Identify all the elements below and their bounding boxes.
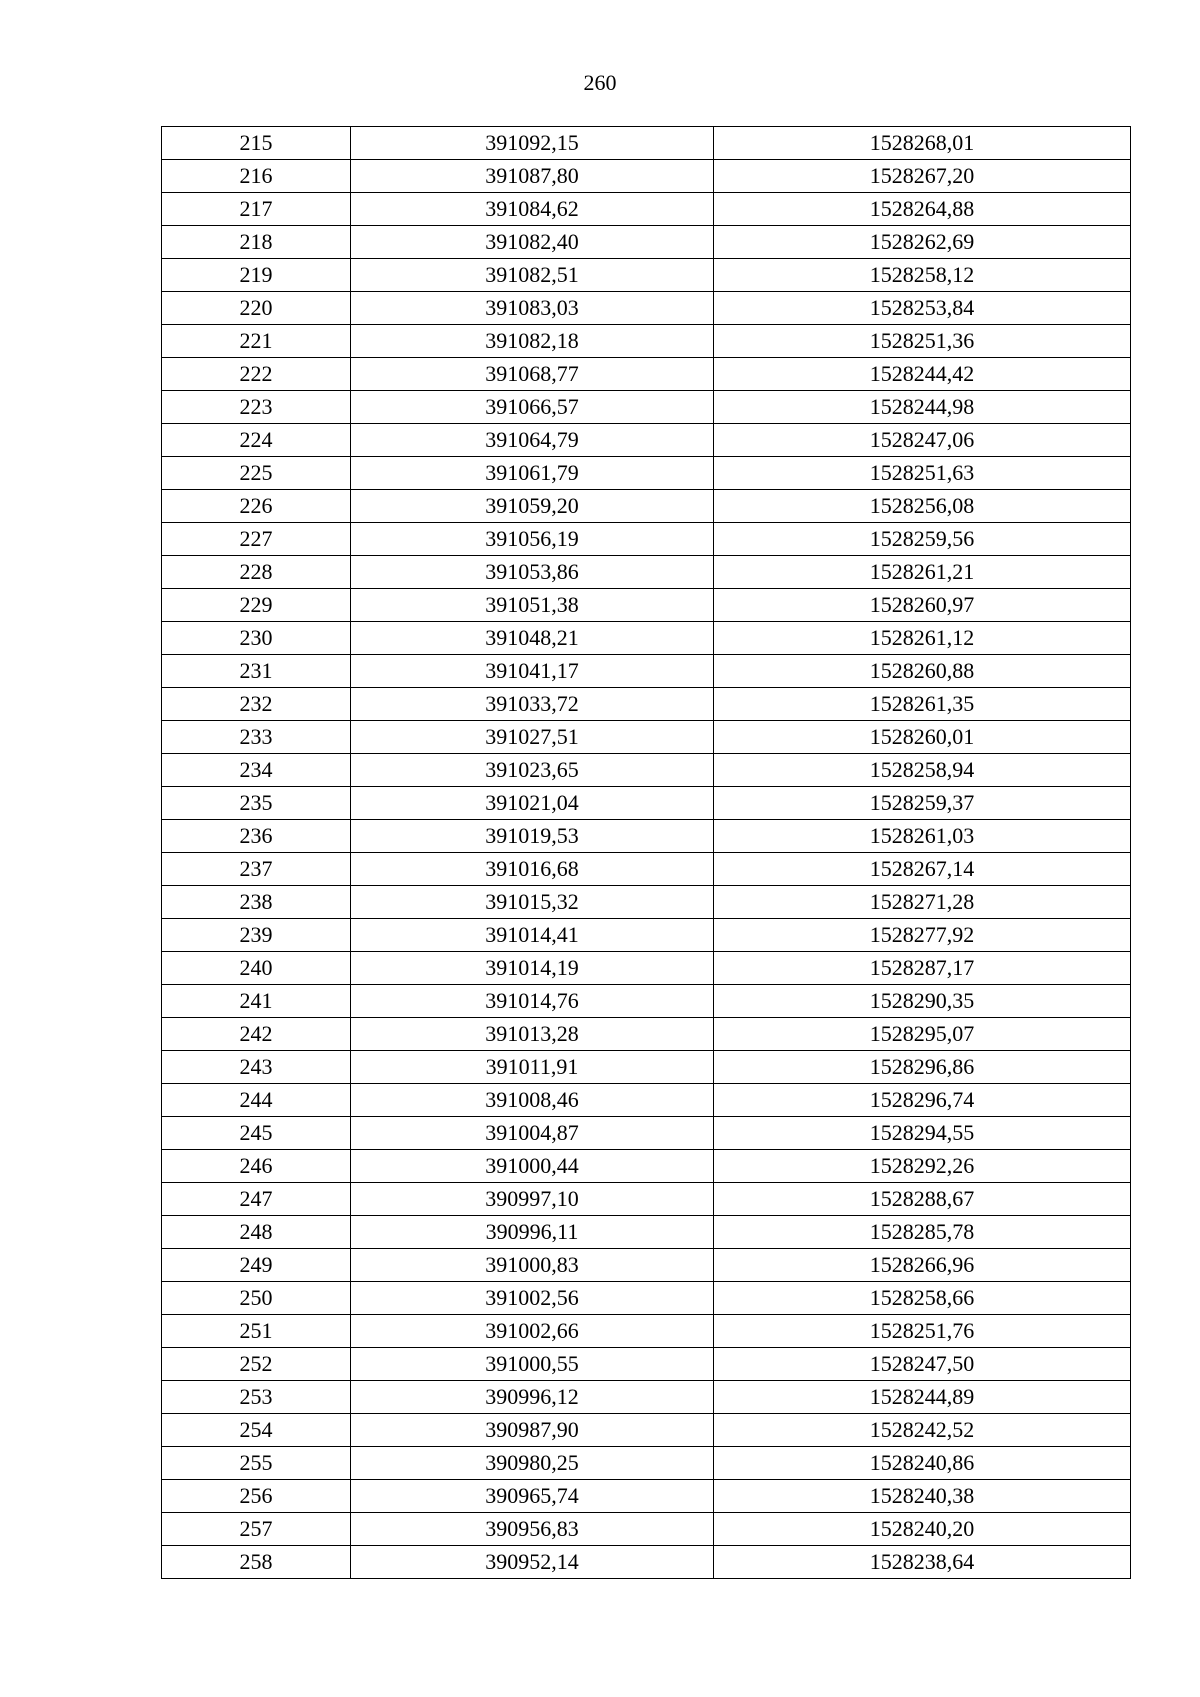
x-coordinate-cell: 391084,62 bbox=[351, 193, 714, 226]
table-row bbox=[162, 985, 1131, 1018]
x-coordinate-cell: 391033,72 bbox=[351, 688, 714, 721]
table-row bbox=[162, 1348, 1131, 1381]
y-coordinate-cell: 1528258,66 bbox=[714, 1282, 1131, 1315]
y-coordinate-cell: 1528292,26 bbox=[714, 1150, 1131, 1183]
point-number-cell: 228 bbox=[162, 556, 351, 589]
point-number-cell: 226 bbox=[162, 490, 351, 523]
x-coordinate-cell: 391051,38 bbox=[351, 589, 714, 622]
x-coordinate-cell: 390996,11 bbox=[351, 1216, 714, 1249]
table-row bbox=[162, 160, 1131, 193]
y-coordinate-cell: 1528251,36 bbox=[714, 325, 1131, 358]
table-row bbox=[162, 886, 1131, 919]
y-coordinate-cell: 1528261,35 bbox=[714, 688, 1131, 721]
point-number-cell: 244 bbox=[162, 1084, 351, 1117]
table-row bbox=[162, 457, 1131, 490]
table-row bbox=[162, 1018, 1131, 1051]
point-number-cell: 258 bbox=[162, 1546, 351, 1579]
page-number: 260 bbox=[583, 70, 617, 95]
table-row bbox=[162, 127, 1131, 160]
y-coordinate-cell: 1528253,84 bbox=[714, 292, 1131, 325]
y-coordinate-cell: 1528242,52 bbox=[714, 1414, 1131, 1447]
coordinates-table bbox=[161, 126, 1131, 1579]
x-coordinate-cell: 390980,25 bbox=[351, 1447, 714, 1480]
table-row bbox=[162, 1513, 1131, 1546]
y-coordinate-cell: 1528259,56 bbox=[714, 523, 1131, 556]
table-row bbox=[162, 1381, 1131, 1414]
y-coordinate-cell: 1528288,67 bbox=[714, 1183, 1131, 1216]
point-number-cell: 250 bbox=[162, 1282, 351, 1315]
x-coordinate-cell: 391053,86 bbox=[351, 556, 714, 589]
x-coordinate-cell: 391014,76 bbox=[351, 985, 714, 1018]
y-coordinate-cell: 1528240,86 bbox=[714, 1447, 1131, 1480]
y-coordinate-cell: 1528267,20 bbox=[714, 160, 1131, 193]
x-coordinate-cell: 391000,55 bbox=[351, 1348, 714, 1381]
table-row bbox=[162, 1084, 1131, 1117]
point-number-cell: 248 bbox=[162, 1216, 351, 1249]
y-coordinate-cell: 1528262,69 bbox=[714, 226, 1131, 259]
y-coordinate-cell: 1528256,08 bbox=[714, 490, 1131, 523]
x-coordinate-cell: 391056,19 bbox=[351, 523, 714, 556]
table-row bbox=[162, 952, 1131, 985]
x-coordinate-cell: 391014,19 bbox=[351, 952, 714, 985]
x-coordinate-cell: 391015,32 bbox=[351, 886, 714, 919]
x-coordinate-cell: 391092,15 bbox=[351, 127, 714, 160]
table-row bbox=[162, 853, 1131, 886]
point-number-cell: 239 bbox=[162, 919, 351, 952]
table-row bbox=[162, 259, 1131, 292]
table-row bbox=[162, 358, 1131, 391]
point-number-cell: 247 bbox=[162, 1183, 351, 1216]
point-number-cell: 220 bbox=[162, 292, 351, 325]
y-coordinate-cell: 1528240,20 bbox=[714, 1513, 1131, 1546]
x-coordinate-cell: 391061,79 bbox=[351, 457, 714, 490]
y-coordinate-cell: 1528238,64 bbox=[714, 1546, 1131, 1579]
y-coordinate-cell: 1528240,38 bbox=[714, 1480, 1131, 1513]
point-number-cell: 222 bbox=[162, 358, 351, 391]
point-number-cell: 246 bbox=[162, 1150, 351, 1183]
x-coordinate-cell: 391019,53 bbox=[351, 820, 714, 853]
y-coordinate-cell: 1528251,63 bbox=[714, 457, 1131, 490]
x-coordinate-cell: 390952,14 bbox=[351, 1546, 714, 1579]
y-coordinate-cell: 1528287,17 bbox=[714, 952, 1131, 985]
point-number-cell: 240 bbox=[162, 952, 351, 985]
x-coordinate-cell: 391068,77 bbox=[351, 358, 714, 391]
table-row bbox=[162, 1150, 1131, 1183]
table-row bbox=[162, 193, 1131, 226]
point-number-cell: 249 bbox=[162, 1249, 351, 1282]
x-coordinate-cell: 391002,66 bbox=[351, 1315, 714, 1348]
x-coordinate-cell: 391004,87 bbox=[351, 1117, 714, 1150]
point-number-cell: 252 bbox=[162, 1348, 351, 1381]
table-row bbox=[162, 919, 1131, 952]
table-row bbox=[162, 688, 1131, 721]
table-row bbox=[162, 1216, 1131, 1249]
y-coordinate-cell: 1528277,92 bbox=[714, 919, 1131, 952]
point-number-cell: 223 bbox=[162, 391, 351, 424]
x-coordinate-cell: 391082,51 bbox=[351, 259, 714, 292]
table-row bbox=[162, 820, 1131, 853]
x-coordinate-cell: 391023,65 bbox=[351, 754, 714, 787]
y-coordinate-cell: 1528295,07 bbox=[714, 1018, 1131, 1051]
x-coordinate-cell: 391059,20 bbox=[351, 490, 714, 523]
y-coordinate-cell: 1528266,96 bbox=[714, 1249, 1131, 1282]
x-coordinate-cell: 391008,46 bbox=[351, 1084, 714, 1117]
y-coordinate-cell: 1528244,42 bbox=[714, 358, 1131, 391]
x-coordinate-cell: 391011,91 bbox=[351, 1051, 714, 1084]
point-number-cell: 229 bbox=[162, 589, 351, 622]
y-coordinate-cell: 1528285,78 bbox=[714, 1216, 1131, 1249]
y-coordinate-cell: 1528244,89 bbox=[714, 1381, 1131, 1414]
table-row bbox=[162, 1183, 1131, 1216]
y-coordinate-cell: 1528260,97 bbox=[714, 589, 1131, 622]
x-coordinate-cell: 390956,83 bbox=[351, 1513, 714, 1546]
x-coordinate-cell: 391082,40 bbox=[351, 226, 714, 259]
y-coordinate-cell: 1528261,21 bbox=[714, 556, 1131, 589]
point-number-cell: 234 bbox=[162, 754, 351, 787]
table-row bbox=[162, 1546, 1131, 1579]
table-row bbox=[162, 1249, 1131, 1282]
table-row bbox=[162, 226, 1131, 259]
point-number-cell: 251 bbox=[162, 1315, 351, 1348]
x-coordinate-cell: 390965,74 bbox=[351, 1480, 714, 1513]
point-number-cell: 221 bbox=[162, 325, 351, 358]
y-coordinate-cell: 1528290,35 bbox=[714, 985, 1131, 1018]
point-number-cell: 215 bbox=[162, 127, 351, 160]
coordinates-table-body bbox=[162, 127, 1131, 1579]
table-row bbox=[162, 1447, 1131, 1480]
table-row bbox=[162, 391, 1131, 424]
y-coordinate-cell: 1528267,14 bbox=[714, 853, 1131, 886]
table-row bbox=[162, 292, 1131, 325]
table-row bbox=[162, 787, 1131, 820]
table-row bbox=[162, 325, 1131, 358]
table-row bbox=[162, 1315, 1131, 1348]
point-number-cell: 232 bbox=[162, 688, 351, 721]
table-row bbox=[162, 1480, 1131, 1513]
x-coordinate-cell: 390997,10 bbox=[351, 1183, 714, 1216]
x-coordinate-cell: 390987,90 bbox=[351, 1414, 714, 1447]
point-number-cell: 216 bbox=[162, 160, 351, 193]
point-number-cell: 256 bbox=[162, 1480, 351, 1513]
point-number-cell: 233 bbox=[162, 721, 351, 754]
table-row bbox=[162, 523, 1131, 556]
table-row bbox=[162, 1414, 1131, 1447]
table-row bbox=[162, 655, 1131, 688]
point-number-cell: 217 bbox=[162, 193, 351, 226]
y-coordinate-cell: 1528294,55 bbox=[714, 1117, 1131, 1150]
x-coordinate-cell: 391000,44 bbox=[351, 1150, 714, 1183]
x-coordinate-cell: 391041,17 bbox=[351, 655, 714, 688]
y-coordinate-cell: 1528296,74 bbox=[714, 1084, 1131, 1117]
point-number-cell: 230 bbox=[162, 622, 351, 655]
table-row bbox=[162, 1282, 1131, 1315]
x-coordinate-cell: 391002,56 bbox=[351, 1282, 714, 1315]
point-number-cell: 254 bbox=[162, 1414, 351, 1447]
point-number-cell: 245 bbox=[162, 1117, 351, 1150]
y-coordinate-cell: 1528296,86 bbox=[714, 1051, 1131, 1084]
x-coordinate-cell: 391013,28 bbox=[351, 1018, 714, 1051]
point-number-cell: 255 bbox=[162, 1447, 351, 1480]
point-number-cell: 225 bbox=[162, 457, 351, 490]
y-coordinate-cell: 1528264,88 bbox=[714, 193, 1131, 226]
x-coordinate-cell: 391021,04 bbox=[351, 787, 714, 820]
point-number-cell: 219 bbox=[162, 259, 351, 292]
x-coordinate-cell: 391082,18 bbox=[351, 325, 714, 358]
table-row bbox=[162, 721, 1131, 754]
point-number-cell: 218 bbox=[162, 226, 351, 259]
y-coordinate-cell: 1528251,76 bbox=[714, 1315, 1131, 1348]
point-number-cell: 257 bbox=[162, 1513, 351, 1546]
x-coordinate-cell: 391014,41 bbox=[351, 919, 714, 952]
x-coordinate-cell: 390996,12 bbox=[351, 1381, 714, 1414]
point-number-cell: 243 bbox=[162, 1051, 351, 1084]
table-row bbox=[162, 754, 1131, 787]
x-coordinate-cell: 391087,80 bbox=[351, 160, 714, 193]
table-row bbox=[162, 589, 1131, 622]
point-number-cell: 253 bbox=[162, 1381, 351, 1414]
point-number-cell: 237 bbox=[162, 853, 351, 886]
point-number-cell: 242 bbox=[162, 1018, 351, 1051]
point-number-cell: 236 bbox=[162, 820, 351, 853]
table-row bbox=[162, 490, 1131, 523]
table-row bbox=[162, 622, 1131, 655]
point-number-cell: 224 bbox=[162, 424, 351, 457]
point-number-cell: 231 bbox=[162, 655, 351, 688]
table-row bbox=[162, 1051, 1131, 1084]
x-coordinate-cell: 391016,68 bbox=[351, 853, 714, 886]
y-coordinate-cell: 1528258,12 bbox=[714, 259, 1131, 292]
x-coordinate-cell: 391048,21 bbox=[351, 622, 714, 655]
table-row bbox=[162, 1117, 1131, 1150]
y-coordinate-cell: 1528259,37 bbox=[714, 787, 1131, 820]
y-coordinate-cell: 1528258,94 bbox=[714, 754, 1131, 787]
table-row bbox=[162, 556, 1131, 589]
x-coordinate-cell: 391064,79 bbox=[351, 424, 714, 457]
y-coordinate-cell: 1528260,01 bbox=[714, 721, 1131, 754]
y-coordinate-cell: 1528247,50 bbox=[714, 1348, 1131, 1381]
table-row bbox=[162, 424, 1131, 457]
y-coordinate-cell: 1528261,12 bbox=[714, 622, 1131, 655]
x-coordinate-cell: 391027,51 bbox=[351, 721, 714, 754]
point-number-cell: 241 bbox=[162, 985, 351, 1018]
x-coordinate-cell: 391083,03 bbox=[351, 292, 714, 325]
y-coordinate-cell: 1528271,28 bbox=[714, 886, 1131, 919]
y-coordinate-cell: 1528261,03 bbox=[714, 820, 1131, 853]
point-number-cell: 235 bbox=[162, 787, 351, 820]
y-coordinate-cell: 1528244,98 bbox=[714, 391, 1131, 424]
y-coordinate-cell: 1528247,06 bbox=[714, 424, 1131, 457]
y-coordinate-cell: 1528260,88 bbox=[714, 655, 1131, 688]
point-number-cell: 227 bbox=[162, 523, 351, 556]
y-coordinate-cell: 1528268,01 bbox=[714, 127, 1131, 160]
x-coordinate-cell: 391066,57 bbox=[351, 391, 714, 424]
x-coordinate-cell: 391000,83 bbox=[351, 1249, 714, 1282]
point-number-cell: 238 bbox=[162, 886, 351, 919]
